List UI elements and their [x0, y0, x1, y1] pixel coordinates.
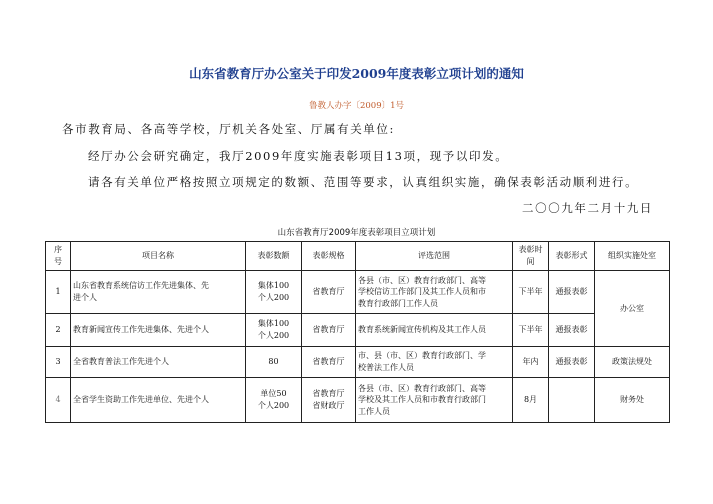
cell-form: 通报表彰 [549, 347, 595, 378]
cell-form [549, 378, 595, 423]
cell-level: 省教育厅 [302, 347, 356, 378]
header-time: 表彰时 间 [513, 242, 549, 271]
header-form: 表彰形式 [549, 242, 595, 271]
table-row [46, 378, 670, 423]
table-title: 山东省教育厅2009年度表彰项目立项计划 [277, 228, 436, 238]
cell-seq: 3 [46, 347, 71, 378]
cell-org: 政策法规处 [595, 347, 670, 378]
cell-name: 山东省教育系统信访工作先进集体、先 进个人 [71, 271, 246, 314]
plan-table [45, 241, 670, 423]
cell-seq: 2 [46, 314, 71, 347]
notice-title: 山东省教育厅办公室关于印发2009年度表彰立项计划的通知 [189, 66, 524, 81]
cell-org: 财务处 [595, 378, 670, 423]
header-scope: 评选范围 [356, 242, 513, 271]
cell-form: 通报表彰 [549, 314, 595, 347]
cell-quota: 集体100 个人200 [246, 314, 302, 347]
cell-time: 下半年 [513, 314, 549, 347]
cell-level: 省教育厅 省财政厅 [302, 378, 356, 423]
header-org: 组织实施处室 [595, 242, 670, 271]
table-row [46, 347, 670, 378]
cell-quota: 80 [246, 347, 302, 378]
salutation: 各市教育局、各高等学校，厅机关各处室、厅属有关单位: [62, 122, 395, 136]
cell-name: 教育新闻宣传工作先进集体、先进个人 [71, 314, 246, 347]
cell-form: 通报表彰 [549, 271, 595, 314]
cell-time: 下半年 [513, 271, 549, 314]
cell-scope: 市、县（市、区）教育行政部门、学 校普法工作人员 [356, 347, 513, 378]
cell-name: 全省学生资助工作先进单位、先进个人 [71, 378, 246, 423]
cell-time: 8月 [513, 378, 549, 423]
body-paragraph-2: 请各有关单位严格按照立项规定的数额、范围等要求，认真组织实施，确保表彰活动顺利进行。 [88, 175, 639, 189]
cell-seq: 1 [46, 271, 71, 314]
cell-quota: 单位50 个人200 [246, 378, 302, 423]
table-row [46, 271, 670, 314]
cell-scope: 各县（市、区）教育行政部门、高等 学校及其工作人员和市教育行政部门 工作人员 [356, 378, 513, 423]
cell-org: 办公室 [595, 271, 670, 347]
cell-level: 省教育厅 [302, 271, 356, 314]
cell-seq: 4 [46, 378, 71, 423]
cell-scope: 各县（市、区）教育行政部门、高等 学校信访工作部门及其工作人员和市 教育行政部门工作人员 [356, 271, 513, 314]
cell-level: 省教育厅 [302, 314, 356, 347]
cell-scope: 教育系统新闻宣传机构及其工作人员 [356, 314, 513, 347]
header-level: 表彰规格 [302, 242, 356, 271]
header-quota: 表彰数额 [246, 242, 302, 271]
document-number: 鲁教人办字〔2009〕1号 [308, 101, 405, 111]
cell-name: 全省教育普法工作先进个人 [71, 347, 246, 378]
cell-quota: 集体100 个人200 [246, 271, 302, 314]
table-row [46, 314, 670, 347]
body-paragraph-1: 经厅办公会研究确定，我厅2009年度实施表彰项目13项，现予以印发。 [88, 149, 509, 163]
header-seq: 序 号 [46, 242, 71, 271]
cell-time: 年内 [513, 347, 549, 378]
table-header-row [46, 242, 670, 271]
header-name: 项目名称 [71, 242, 246, 271]
issue-date: 二〇〇九年二月十九日 [522, 201, 653, 215]
